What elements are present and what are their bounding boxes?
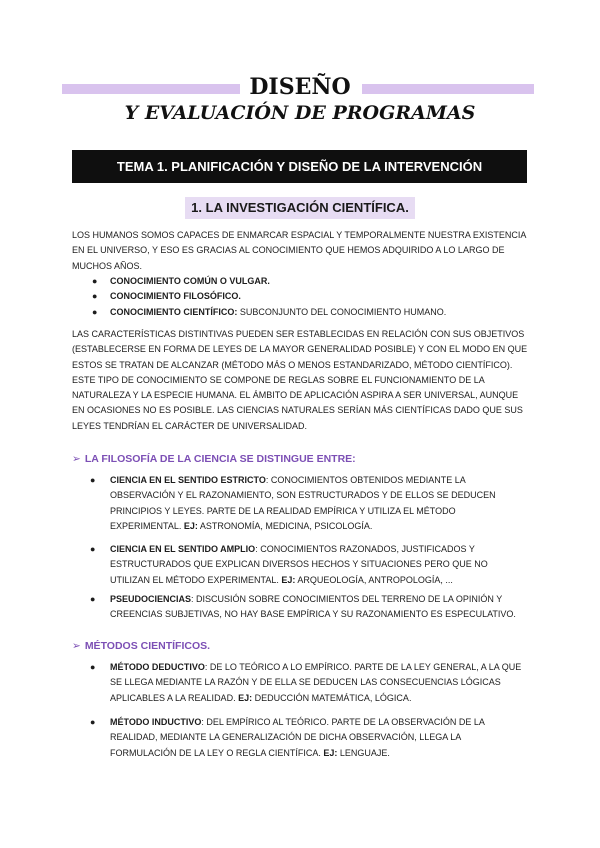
list-item-pseudociencias: ● PSEUDOCIENCIAS: DISCUSIÓN SOBRE CONOCIMIENTOS DEL TERRENO DE LA OPINIÓN Y CREENCIAS SUBJETIVAS, NO HAY BASE EMPÍRICA Y SU RAZONAMIENTO ES ESPECULATIVO. (90, 594, 516, 620)
bullet-icon: ● (90, 594, 96, 604)
list-item: ● CONOCIMIENTO FILOSÓFICO. (90, 289, 528, 304)
arrow-icon: ➢ (72, 640, 81, 652)
list-item-ciencia-amplio: ● CIENCIA EN EL SENTIDO AMPLIO: CONOCIMIENTOS RAZONADOS, JUSTIFICADOS Y ESTRUCTURADOS QUE EXPLICAN DIVERSOS HECHOS Y SITUACIONES PERO QUE NO UTILIZAN EL MÉTODO EXPERIMENTAL. EJ: ARQUEOLOGÍA, ANTROPOLOGÍA, ... (90, 544, 488, 585)
bullet-icon: ● (90, 662, 96, 672)
knowledge-types-list (90, 274, 528, 320)
bullet-icon: ● (92, 306, 98, 317)
bullet-icon: ● (90, 475, 96, 485)
arrow-icon: ➢ (72, 453, 81, 465)
filosofia-heading-text: LA FILOSOFÍA DE LA CIENCIA SE DISTINGUE ENTRE: (84, 453, 356, 465)
tema-heading: TEMA 1. PLANIFICACIÓN Y DISEÑO DE LA INTERVENCIÓN (72, 150, 527, 183)
title-line-2: Y EVALUACIÓN DE PROGRAMAS (124, 102, 476, 124)
document-title (0, 72, 600, 132)
list-item-metodo-deductivo: ● MÉTODO DEDUCTIVO: DE LO TEÓRICO A LO EMPÍRICO. PARTE DE LA LEY GENERAL, A LA QUE SE LLEGA MEDIANTE LA RAZÓN Y DE ELLA SE DEDUCEN LAS CONSECUENCIAS LÓGICAS APLICABLES A LA REALIDAD. EJ: DEDUCCIÓN MATEMÁTICA, LÓGICA. (90, 662, 522, 703)
list-item-metodo-inductivo: ● MÉTODO INDUCTIVO: DEL EMPÍRICO AL TEÓRICO. PARTE DE LA OBSERVACIÓN DE LA REALIDAD, MEDIANTE LA GENERALIZACIÓN DE DICHA OBSERVACIÓN, LLEGA LA FORMULACIÓN DE LA LEY O REGLA CIENTÍFICA. EJ: LENGUAJE. (90, 717, 485, 758)
bullet-icon: ● (92, 276, 98, 286)
bullet-icon: ● (90, 544, 96, 554)
section-heading-text: 1. LA INVESTIGACIÓN CIENTÍFICA. (185, 197, 415, 219)
section-heading (0, 197, 600, 219)
title-line-1: DISEÑO (249, 74, 351, 100)
metodos-heading-text: MÉTODOS CIENTÍFICOS. (84, 640, 211, 652)
bullet-icon: ● (92, 291, 98, 302)
metodos-heading (72, 638, 210, 654)
list-item: ● CONOCIMIENTO CIENTÍFICO: SUBCONJUNTO DEL CONOCIMIENTO HUMANO. (90, 305, 528, 320)
characteristics-paragraph: LAS CARACTERÍSTICAS DISTINTIVAS PUEDEN SER ESTABLECIDAS EN RELACIÓN CON SUS OBJETIVOS (ESTABLECERSE EN FORMA DE LEYES DE LA MAYOR GENERALIDAD POSIBLE) Y CON EL MODO EN QUE ESTOS SE TRATAN DE ALCANZAR (MÉTODO MÁS O MENOS ESTANDARIZADO, MÉTODO CIENTÍFICO). ESTE TIPO DE CONOCIMIENTO SE COMPONE DE REGLAS SOBRE EL FUNCIONAMIENTO DE LA NATURALEZA Y LA ESPECIE HUMANA. EL ÁMBITO DE APLICACIÓN ASPIRA A SER UNIVERSAL, AUNQUE EN OCASIONES NO ES POSIBLE. LAS CIENCIAS NATURALES SERÍAN MÁS CIENTÍFICAS DADO QUE SUS LEYES TENDRÍAN EL CARÁCTER DE UNIVERSALIDAD. (72, 329, 528, 431)
list-item: ● CONOCIMIENTO COMÚN O VULGAR. (90, 274, 528, 289)
list-item-ciencia-estricto: ● CIENCIA EN EL SENTIDO ESTRICTO: CONOCIMIENTOS OBTENIDOS MEDIANTE LA OBSERVACIÓN Y EL RAZONAMIENTO, SON ESTRUCTURADOS Y DE ELLOS SE DEDUCEN PRINCIPIOS Y LEYES. PARTE DE LA REALIDAD EMPÍRICA Y UTILIZA EL MÉTODO EXPERIMENTAL. EJ: ASTRONOMÍA, MEDICINA, PSICOLOGÍA. (90, 475, 496, 531)
bullet-icon: ● (90, 717, 96, 727)
filosofia-heading (72, 451, 356, 467)
intro-paragraph: LOS HUMANOS SOMOS CAPACES DE ENMARCAR ESPACIAL Y TEMPORALMENTE NUESTRA EXISTENCIA EN EL UNIVERSO, Y ESO ES GRACIAS AL CONOCIMIENTO QUE HEMOS ADQUIRIDO A LO LARGO DE MUCHOS AÑOS. (72, 230, 526, 271)
